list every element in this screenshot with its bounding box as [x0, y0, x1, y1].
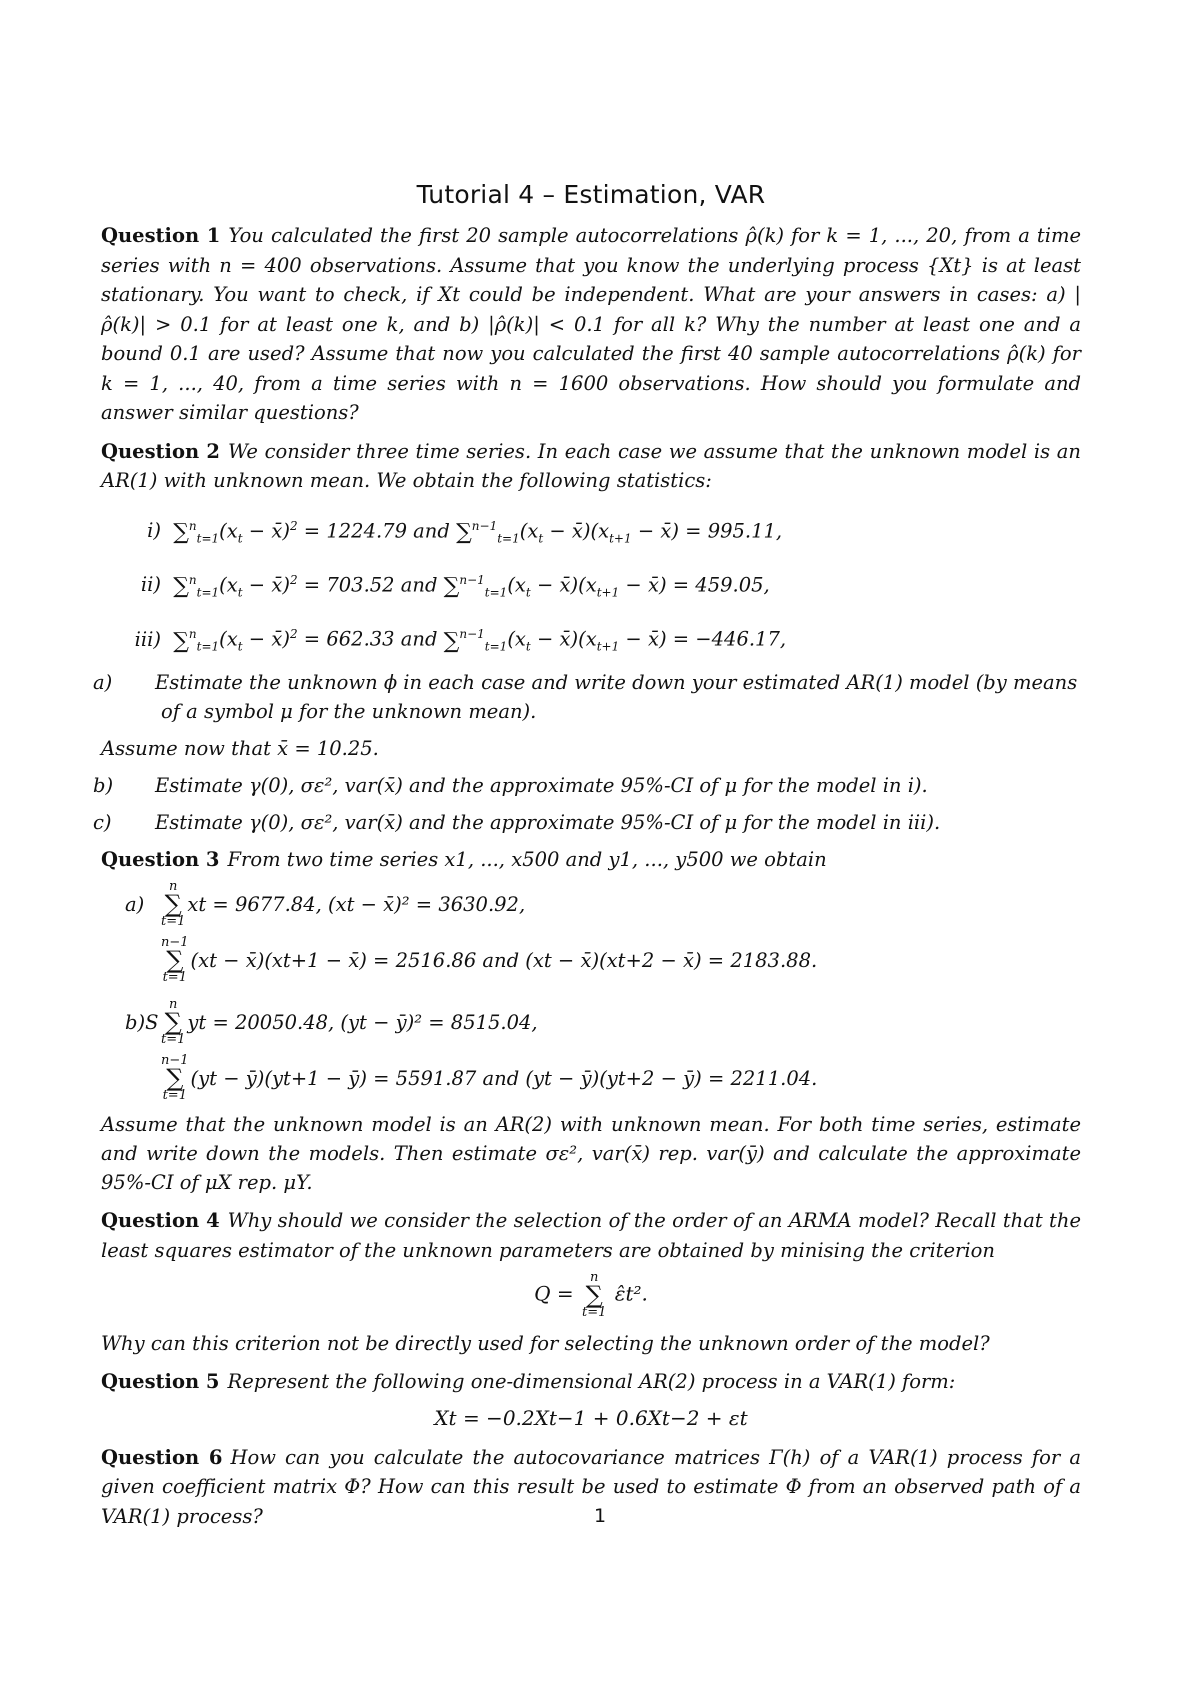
- equation-text: yt = 20050.48, (yt − ȳ)² = 8515.04,: [187, 1010, 538, 1034]
- part-label: b)S: [125, 1010, 159, 1034]
- page-number: 1: [593, 1505, 607, 1527]
- part-label: a): [125, 892, 145, 916]
- question-4-followup: Why can this criterion not be directly used for selecting the unknown order of the model?: [101, 1332, 990, 1356]
- question-2-part-a: [93, 668, 1081, 726]
- part-text: Estimate γ(0), σε², var(x̄) and the approximate 95%-CI of μ for the model in iii).: [155, 810, 941, 834]
- case-value-a: 1224.79: [326, 519, 407, 542]
- case-i: i) $\sum^n_{t=1}(x_t$ − x̄)$^2$ = 1224.79 and $\sum^{n-1}_{t=1}(x_t$ − $x̄)(x_{t+1}$ − x̄) = 995.11,: [101, 505, 1081, 559]
- question-2-label: Question 2: [101, 439, 220, 463]
- question-4: [101, 1206, 1081, 1265]
- case-label: iii): [134, 627, 161, 651]
- question-6-label: Question 6: [101, 1445, 223, 1469]
- question-3: [101, 845, 1081, 875]
- question-2-part-b: [93, 771, 1081, 800]
- case-value-b: 459.05,: [695, 573, 770, 597]
- equation-text: (xt − x̄)(xt+1 − x̄) = 2516.86 and (xt − x̄)(xt+2 − x̄) = 2183.88.: [190, 948, 818, 972]
- case-ii: ii) $\sum^n_{t=1}(x_t$ − x̄)$^2$ = 703.52 and $\sum^{n-1}_{t=1}(x_t$ − $x̄)(x_{t+1}$ − x̄) = 459.05,: [101, 559, 1081, 613]
- equation-text: (yt − ȳ)(yt+1 − ȳ) = 5591.87 and (yt − ȳ)(yt+2 − ȳ) = 2211.04.: [190, 1066, 818, 1090]
- equation-rhs: ε̂t².: [614, 1281, 648, 1306]
- criterion-equation: [101, 1271, 1081, 1319]
- case-value-b: 995.11,: [707, 519, 783, 542]
- question-5: [101, 1367, 1081, 1397]
- ar2-equation: Xt = −0.2Xt−1 + 0.6Xt−2 + εt: [434, 1405, 748, 1430]
- question-5-text: Represent the following one-dimensional AR(2) process in a VAR(1) form:: [227, 1370, 956, 1394]
- question-1-label: Question 1: [101, 224, 221, 247]
- case-iii: iii) $\sum^n_{t=1}(x_t$ − x̄)$^2$ = 662.33 and $\sum^{n-1}_{t=1}(x_t$ − $x̄)(x_{t+1}$ − x̄) = −446.17,: [101, 613, 1081, 667]
- page-title: Tutorial 4 – Estimation, VAR: [416, 180, 766, 209]
- question-1-text: You calculated the first 20 sample autocorrelations ρ̂(k) for k = 1, ..., 20, from a time series with n = 400 observations. Assume that you know the underlying process {Xt} is at least stationary. You want to check, if Xt could be independent. What are your answers in cases: a) |ρ̂(k)| > 0.1 for at least one k, and b) |ρ̂(k)| < 0.1 for all k? Why the number at least one and a bound 0.1 are used? Assume that now you calculated the first 40 sample autocorrelations ρ̂(k) for k = 1, ..., 40, from a time series with n = 1600 observations. How should you formulate and answer similar questions?: [101, 224, 1081, 424]
- question-3-b-line-1: [101, 994, 1081, 1050]
- question-2-part-c: [93, 808, 1081, 837]
- question-1: [101, 221, 1081, 428]
- case-value-a: 703.52: [326, 573, 395, 597]
- sum-symbol: n ∑ t=1: [161, 997, 186, 1048]
- part-label: c): [93, 810, 112, 834]
- part-label: b): [93, 773, 114, 797]
- question-3-a-line-1: [101, 876, 1081, 932]
- question-3-instructions: Assume that the unknown model is an AR(2) with unknown mean. For both time series, estimate and write down the models. Then estimate σε², var(x̄) rep. var(ȳ) and calculate the approximate 95%-CI of μX rep. μY.: [101, 1113, 1081, 1195]
- question-3-b-line-2: [101, 1050, 1081, 1106]
- sum-symbol: n−1 ∑ t=1: [161, 1053, 189, 1104]
- sum-symbol: n−1 ∑ t=1: [161, 935, 189, 986]
- question-2-cases: [101, 505, 1081, 668]
- question-6-text: How can you calculate the autocovariance matrices Γ(h) of a VAR(1) process for a given coefficient matrix Φ? How can this result be used to estimate Φ from an observed path of a VAR(1) process?: [101, 1445, 1081, 1528]
- sum-symbol: n ∑ t=1: [161, 879, 186, 930]
- equation-lhs: Q =: [534, 1281, 574, 1306]
- question-5-label: Question 5: [101, 1370, 220, 1394]
- case-label: ii): [140, 573, 161, 597]
- sum-symbol: n ∑ t=1: [581, 1270, 607, 1321]
- case-value-a: 662.33: [326, 627, 395, 651]
- document-page: [93, 180, 1081, 1540]
- question-2: [101, 437, 1081, 496]
- question-4-text: Why should we consider the selection of the order of an ARMA model? Recall that the least squares estimator of the unknown parameters are obtained by minising the criterion: [101, 1209, 1081, 1262]
- question-2-assumption: Assume now that x̄ = 10.25.: [101, 736, 379, 760]
- equation-text: xt = 9677.84, (xt − x̄)² = 3630.92,: [187, 892, 526, 916]
- question-2-text: We consider three time series. In each case we assume that the unknown model is an AR(1) with unknown mean. We obtain the following statistics:: [101, 439, 1081, 492]
- part-text: Estimate the unknown ϕ in each case and write down your estimated AR(1) model (by means of a symbol μ for the unknown mean).: [155, 670, 1078, 723]
- question-3-text: From two time series x1, ..., x500 and y1, ..., y500 we obtain: [227, 847, 827, 871]
- question-3-a-line-2: [101, 932, 1081, 988]
- part-text: Estimate γ(0), σε², var(x̄) and the approximate 95%-CI of μ for the model in i).: [155, 773, 928, 797]
- question-3-label: Question 3: [101, 847, 220, 871]
- case-value-b: −446.17,: [695, 627, 787, 651]
- question-4-label: Question 4: [101, 1209, 220, 1233]
- case-label: i): [147, 519, 161, 542]
- part-label: a): [93, 670, 113, 694]
